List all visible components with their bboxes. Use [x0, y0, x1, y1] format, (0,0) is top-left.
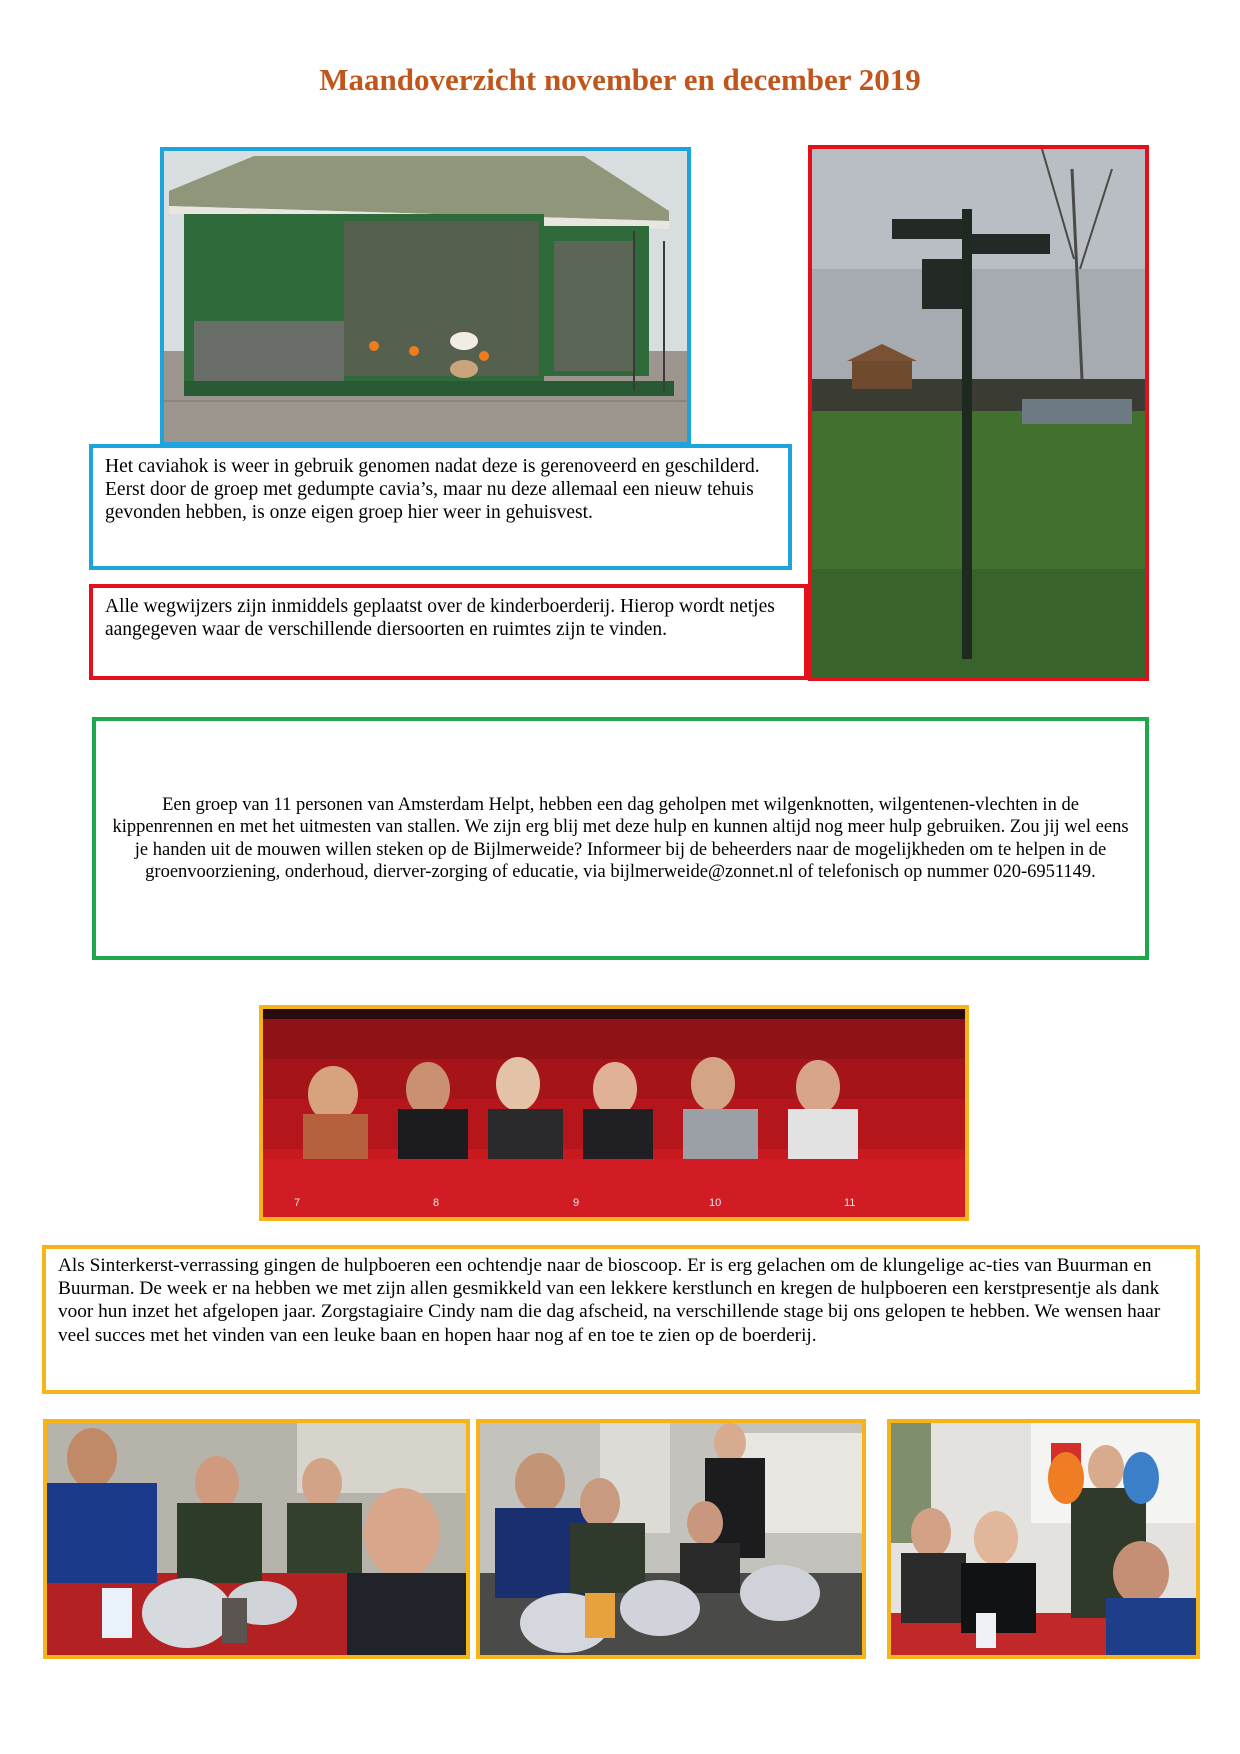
cinema-seat-number: 8 [433, 1197, 440, 1209]
page-title: Maandoverzicht november en december 2019 [319, 62, 921, 97]
cinema-seat-number: 10 [709, 1197, 722, 1209]
photo-bioscoop [259, 1005, 969, 1221]
cinema-seat-number: 7 [294, 1197, 301, 1209]
article-amsterdam-helpt-text: Een groep van 11 personen van Amsterdam Helpt, hebben een dag geholpen met wilgenknotten, wilgentenen-vlechten in de kippenrennen en met het uitmesten van stallen. We zijn erg blij met deze hulp en kunnen altijd nog meer hulp gebruiken. Zou jij wel eens je handen uit de mouwen willen steken op de Bijlmerweide? Informeer bij de beheerders naar de mogelijkheden om te helpen in de groenvoorziening, onderhoud, dierver-zorging of educatie, via bijlmerweide@zonnet.nl of telefonisch op nummer 020-6951149. [112, 794, 1129, 882]
article-caviahok-text: Het caviahok is weer in gebruik genomen nadat deze is gerenoveerd en geschilderd. Eerst door de groep met gedumpte cavia’s, maar nu deze allemaal een nieuw tehuis gevonden hebben, is onze eigen groep hier weer in gehuisvest. [105, 456, 760, 523]
photo-kerstlunch-1 [43, 1419, 470, 1659]
cinema-seat-number: 9 [573, 1197, 580, 1209]
article-caviahok [89, 444, 792, 570]
article-amsterdam-helpt [92, 717, 1149, 960]
photo-wegwijzer [808, 145, 1149, 681]
article-wegwijzers [89, 584, 808, 680]
photo-kerstlunch-2 [476, 1419, 866, 1659]
photo-caviahok [160, 147, 691, 446]
cinema-seat-number: 11 [844, 1197, 856, 1209]
article-wegwijzers-text: Alle wegwijzers zijn inmiddels geplaatst over de kinderboerderij. Hierop wordt netjes aangegeven waar de verschillende diersoorten en ruimtes zijn te vinden. [105, 596, 775, 640]
article-sinterkerst [42, 1245, 1200, 1394]
article-sinterkerst-text: Als Sinterkerst-verrassing gingen de hulpboeren een ochtendje naar de bioscoop. Er is erg gelachen om de klungelige ac-ties van Buurman en Buurman. De week er na hebben we met zijn allen gesmikkeld van een lekkere kerstlunch en kregen de hulpboeren een kerstpresentje als dank voor hun inzet het afgelopen jaar. Zorgstagiaire Cindy nam die dag afscheid, na verschillende stage bij ons gelopen te hebben. We wensen haar veel succes met het vinden van een leuke baan en hopen haar nog af en toe te zien op de boerderij. [58, 1255, 1161, 1346]
photo-kerstlunch-3 [887, 1419, 1200, 1659]
